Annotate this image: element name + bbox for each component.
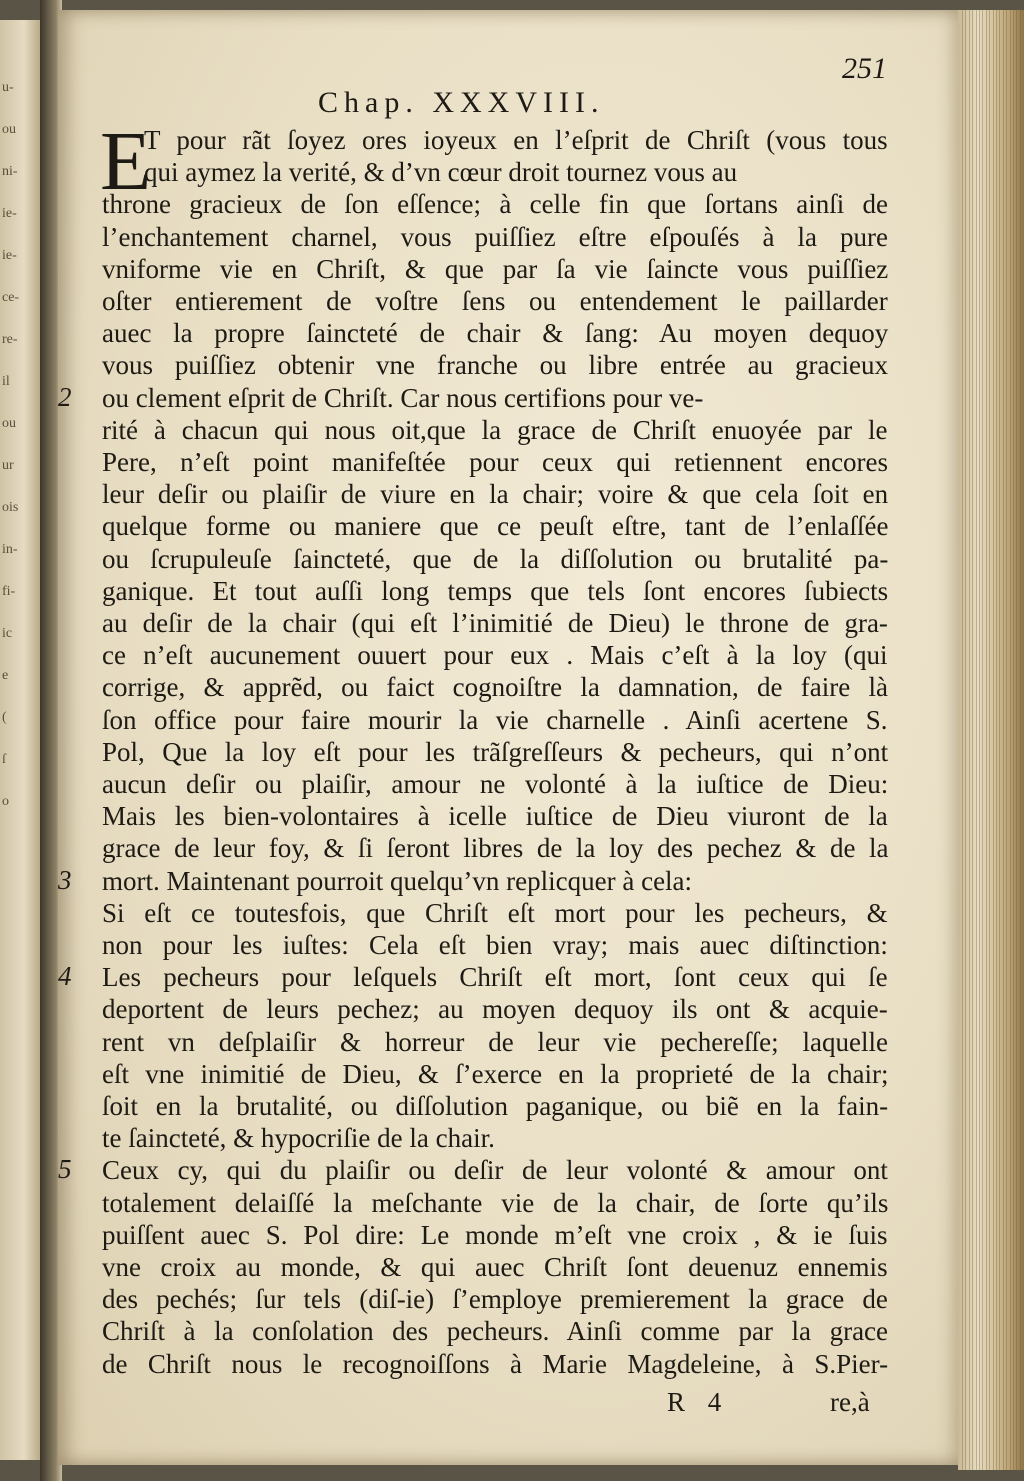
text-line: quelque forme ou maniere que ce peuſt eſtre, tant de l’enlaſſée: [102, 511, 889, 542]
verse-number: 2: [58, 381, 72, 412]
text-line: grace de leur foy, & ſi ſeront libres de la loy des pechez & de la: [102, 833, 889, 864]
facing-page-fragment: ie-: [2, 248, 17, 263]
page-edge-line: [1020, 10, 1021, 1470]
text-line: Pol, Que la loy eſt pour les trãſgreſſeurs & pecheurs, qui n’ont: [102, 736, 889, 767]
text-line: ſon office pour faire mourir la vie charnelle . Ainſi acertene S.: [102, 704, 888, 735]
page-fore-edge: [958, 10, 1024, 1470]
facing-page-fragment: ſ: [2, 752, 6, 767]
text-line: Pere, n’eſt point manifeſtée pour ceux qui retiennent encores: [102, 447, 889, 477]
facing-page-fragment: ois: [2, 500, 19, 515]
text-line: deportent de leurs pechez; au moyen dequoy ils ont & acquie-: [102, 994, 888, 1025]
page-edge-line: [976, 10, 977, 1470]
chapter-heading: Chap. XXXVIII.: [318, 86, 605, 119]
text-line: ou clement eſprit de Chriſt. Car nous certifions pour ve-: [102, 382, 704, 413]
page-number: 251: [842, 52, 887, 85]
page-edge-line: [979, 10, 980, 1470]
text-line: rité à chacun qui nous oit,que la grace de Chriſt enuoyée par le: [102, 414, 888, 445]
page-edge-line: [1016, 10, 1017, 1470]
facing-page-fragment: il: [2, 374, 10, 389]
text-line: Mais les bien-volontaires à icelle iuſtice de Dieu viuront de la: [102, 801, 888, 832]
signature-mark: R 4: [667, 1387, 730, 1417]
text-line: ou ſcrupuleuſe ſaincteté, que de la diſſolution ou brutalité pa-: [102, 543, 889, 574]
text-line: rent vn deſplaiſir & horreur de leur vie pechereſſe; laquelle: [102, 1026, 888, 1057]
page-edge-line: [1010, 10, 1011, 1470]
facing-page-fragment: re-: [2, 332, 18, 347]
facing-page-fragment: ce-: [2, 290, 20, 305]
page-edge-line: [962, 10, 963, 1470]
facing-page-fragment: o: [2, 794, 9, 809]
text-line: qui aymez la verité, & d’vn cœur droit tournez vous au: [144, 157, 738, 188]
page-edge-line: [969, 10, 970, 1470]
text-line: Les pecheurs pour leſquels Chriſt eſt mort, ſont ceux qui ſe: [102, 962, 888, 993]
facing-page-fragment: u-: [2, 80, 14, 95]
text-line: vous puiſſiez obtenir vne franche ou libre entrée au gracieux: [102, 350, 888, 381]
facing-page-fragment: ur: [2, 458, 14, 473]
text-line: oſter entierement de voſtre ſens ou entendement le paillarder: [102, 286, 888, 316]
page-edge-line: [1006, 10, 1007, 1470]
verse-number: 5: [58, 1154, 72, 1185]
facing-page-fragment: ic: [2, 626, 13, 641]
text-line: T pour rãt ſoyez ores ioyeux en l’eſprit de Chriſt (vous tous: [144, 125, 888, 155]
text-line: ſoit en la brutalité, ou diſſolution paganique, ou biẽ en la fain-: [102, 1091, 889, 1121]
page-edge-line: [999, 10, 1000, 1470]
text-line: aucun deſir ou plaiſir, amour ne volonté à la iuſtice de Dieu:: [102, 769, 889, 799]
text-line: ganique. Et tout auſſi long temps que tels ſont encores ſubiects: [102, 575, 889, 606]
text-line: eſt vne inimitié de Dieu, & ſ’exerce en la proprieté de la chair;: [102, 1058, 889, 1089]
text-line: Chriſt à la conſolation des pecheurs. Ainſi comme par la grace: [102, 1316, 889, 1347]
page-edge-line: [996, 10, 997, 1470]
text-line: auec la propre ſaincteté de chair & ſang: Au moyen dequoy: [102, 318, 889, 349]
facing-page-fragment: e: [2, 668, 9, 683]
page-edge-line: [1003, 10, 1004, 1470]
text-line: au deſir de la chair (qui eſt l’inimitié de Dieu) le throne de gra-: [102, 608, 888, 638]
text-line: corrige, & apprẽd, ou faict cognoiſtre la damnation, de faire là: [102, 672, 888, 703]
facing-page-fragment: fi-: [2, 584, 16, 599]
text-line: des pechés; ſur tels (diſ-ie) ſ’employe premierement la grace de: [102, 1284, 888, 1315]
text-line: vniforme vie en Chriſt, & que par ſa vie ſaincte vous puiſſiez: [102, 253, 889, 284]
text-line: l’enchantement charnel, vous puiſſiez eſtre eſpouſés à la pure: [102, 221, 888, 252]
facing-page-fragment: ie-: [2, 206, 17, 221]
page-edge-line: [993, 10, 994, 1470]
text-line: Ceux cy, qui du plaiſir ou deſir de leur volonté & amour ont: [102, 1155, 888, 1186]
page-edge-line: [989, 10, 990, 1470]
facing-page-fragment: ou: [2, 416, 16, 431]
facing-page-fragment: ou: [2, 122, 16, 137]
text-line: non pour les iuſtes: Cela eſt bien vray; mais auec diſtinction:: [102, 930, 888, 960]
facing-page-fragment: in-: [2, 542, 18, 557]
facing-page-fragment: ni-: [2, 164, 18, 179]
text-line: de Chriſt nous le recognoiſſons à Marie Magdeleine, à S.Pier-: [102, 1348, 889, 1379]
verse-number: 3: [58, 864, 72, 895]
text-line: mort. Maintenant pourroit quelqu’vn replicquer à cela:: [102, 865, 693, 896]
text-line: leur deſir ou plaiſir de viure en la chair; voire & que cela ſoit en: [102, 479, 889, 510]
drop-cap: E: [100, 115, 152, 208]
page-edge-line: [986, 10, 987, 1470]
facing-page-fragment: (: [2, 710, 7, 725]
text-line: totalement delaiſſé la meſchante vie de la chair, de ſorte qu’ils: [102, 1187, 889, 1218]
text-line: vne croix au monde, & qui auec Chriſt ſont deuenuz ennemis: [102, 1252, 888, 1282]
catchword: re,à: [830, 1387, 870, 1417]
text-line: Si eſt ce toutesfois, que Chriſt eſt mort pour les pecheurs, &: [102, 897, 888, 928]
page-edge-line: [965, 10, 966, 1470]
text-line: te ſaincteté, & hypocriſie de la chair.: [102, 1123, 495, 1154]
verse-number: 4: [58, 961, 72, 992]
page-edge-line: [972, 10, 973, 1470]
text-line: ce n’eſt aucunement ouuert pour eux . Mais c’eſt à la loy (qui: [102, 640, 888, 671]
facing-page-edge: [0, 20, 42, 1460]
text-line: puiſſent auec S. Pol dire: Le monde m’eſt vne croix , & ie ſuis: [102, 1219, 888, 1250]
text-line: throne gracieux de ſon eſſence; à celle fin que ſortans ainſi de: [102, 189, 889, 220]
page-edge-line: [1013, 10, 1014, 1470]
page-edge-line: [982, 10, 983, 1470]
